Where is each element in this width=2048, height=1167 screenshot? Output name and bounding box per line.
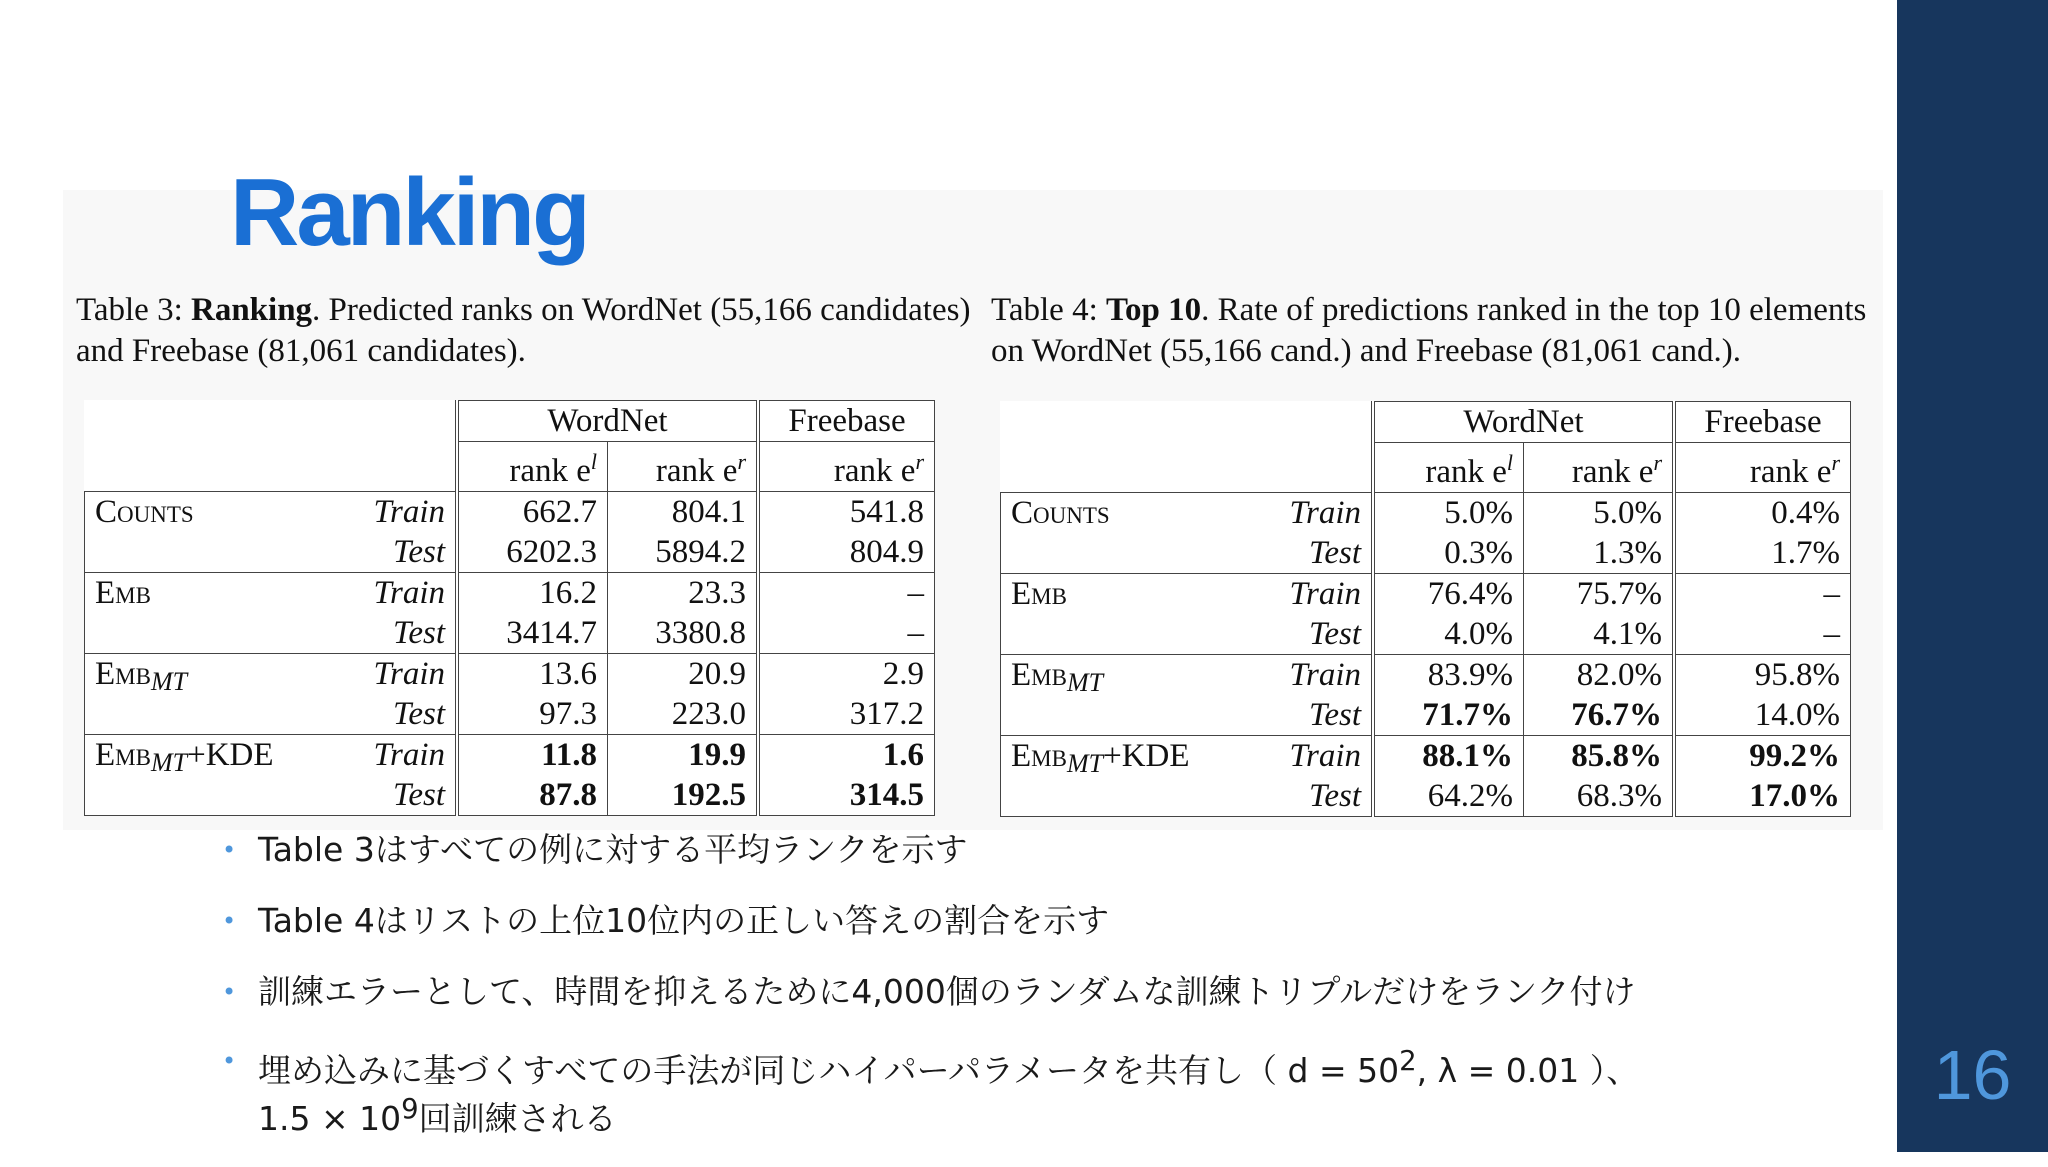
value-cell: 6202.3 bbox=[457, 532, 608, 573]
value-cell: 83.9% bbox=[1373, 655, 1524, 696]
header-group-wordnet: WordNet bbox=[1373, 402, 1674, 443]
col-label: rank e bbox=[1425, 454, 1507, 490]
value-cell: 4.0% bbox=[1373, 614, 1524, 655]
header-col-rank-er bbox=[608, 442, 759, 492]
value-cell: 88.1% bbox=[1373, 736, 1524, 777]
bullet-text-line2-end: 回訓練される bbox=[418, 1099, 617, 1138]
split-label: Train bbox=[335, 492, 457, 533]
method-name bbox=[1001, 493, 1252, 574]
bullet-superscript: 9 bbox=[401, 1093, 419, 1125]
value-cell: 5.0% bbox=[1373, 493, 1524, 534]
table-header-row-groups bbox=[1001, 402, 1851, 443]
value-cell: 804.9 bbox=[758, 532, 935, 573]
value-cell: 5894.2 bbox=[608, 532, 759, 573]
sidebar-band bbox=[1897, 0, 2048, 1152]
col-superscript: r bbox=[737, 449, 746, 474]
method-label: Counts bbox=[1011, 495, 1110, 531]
method-name bbox=[1001, 574, 1252, 655]
split-label: Train bbox=[335, 735, 457, 776]
value-cell: 20.9 bbox=[608, 654, 759, 695]
header-col-rank-el bbox=[457, 442, 608, 492]
value-cell: – bbox=[1674, 614, 1851, 655]
header-spacer bbox=[1001, 443, 1252, 493]
value-cell: 14.0% bbox=[1674, 695, 1851, 736]
value-cell: 0.3% bbox=[1373, 533, 1524, 574]
col-label: rank e bbox=[509, 453, 591, 489]
value-cell: 317.2 bbox=[758, 694, 935, 735]
header-spacer bbox=[1251, 402, 1373, 443]
col-label: rank e bbox=[1571, 454, 1654, 490]
table-row-train bbox=[1001, 736, 1851, 777]
value-cell: 1.7% bbox=[1674, 533, 1851, 574]
split-label: Test bbox=[1251, 614, 1373, 655]
split-label: Train bbox=[1251, 574, 1373, 615]
table3-caption-prefix: Table 3: bbox=[76, 292, 191, 328]
col-superscript: r bbox=[1831, 450, 1840, 475]
method-subscript: MT bbox=[150, 667, 188, 696]
table3-ranking bbox=[84, 400, 935, 816]
header-spacer bbox=[335, 401, 457, 442]
table-row-train bbox=[1001, 655, 1851, 696]
value-cell: 1.3% bbox=[1524, 533, 1675, 574]
method-subscript: MT bbox=[1066, 668, 1104, 697]
split-label: Train bbox=[1251, 493, 1373, 534]
bullet-item bbox=[222, 829, 1639, 871]
value-cell: 662.7 bbox=[457, 492, 608, 533]
bullet-item bbox=[222, 900, 1639, 942]
value-cell: 0.4% bbox=[1674, 493, 1851, 534]
value-cell: – bbox=[758, 573, 935, 614]
split-label: Test bbox=[335, 775, 457, 816]
value-cell: 95.8% bbox=[1674, 655, 1851, 696]
method-label: Emb bbox=[1011, 738, 1067, 774]
header-col-freebase-er bbox=[758, 442, 935, 492]
value-cell: 97.3 bbox=[457, 694, 608, 735]
bullet-superscript: 2 bbox=[1399, 1045, 1417, 1077]
value-cell: 85.8% bbox=[1524, 736, 1675, 777]
table-header-row-columns bbox=[1001, 443, 1851, 493]
table-row-train bbox=[1001, 574, 1851, 615]
method-subscript: MT bbox=[150, 748, 188, 777]
bullet-dot-icon: • bbox=[222, 978, 237, 1006]
split-label: Test bbox=[335, 532, 457, 573]
bullet-text-line2: 1.5 × 10 bbox=[258, 1099, 402, 1138]
value-cell: 99.2% bbox=[1674, 736, 1851, 777]
col-superscript: r bbox=[1653, 450, 1662, 475]
value-cell: 5.0% bbox=[1524, 493, 1675, 534]
bullet-item bbox=[222, 971, 1639, 1013]
col-label: rank e bbox=[655, 453, 738, 489]
col-superscript: r bbox=[915, 449, 924, 474]
split-label: Test bbox=[335, 694, 457, 735]
value-cell: 23.3 bbox=[608, 573, 759, 614]
method-label: Emb bbox=[95, 656, 151, 692]
header-col-freebase-er bbox=[1674, 443, 1851, 493]
value-cell: 17.0% bbox=[1674, 776, 1851, 817]
value-cell: 11.8 bbox=[457, 735, 608, 776]
bullet-dot-icon: • bbox=[222, 907, 237, 935]
value-cell: 314.5 bbox=[758, 775, 935, 816]
col-superscript: l bbox=[1506, 450, 1513, 475]
value-cell: 82.0% bbox=[1524, 655, 1675, 696]
header-spacer bbox=[85, 401, 336, 442]
header-col-rank-er bbox=[1524, 443, 1675, 493]
split-label: Test bbox=[1251, 776, 1373, 817]
table4-top10 bbox=[1000, 401, 1851, 817]
value-cell: 541.8 bbox=[758, 492, 935, 533]
value-cell: 3380.8 bbox=[608, 613, 759, 654]
table3-caption-bold: Ranking bbox=[190, 292, 313, 328]
value-cell: 16.2 bbox=[457, 573, 608, 614]
method-name bbox=[85, 735, 336, 816]
header-group-freebase: Freebase bbox=[1674, 402, 1851, 443]
table4-caption-rest: . Rate of predictions ranked in the top 10 elements on WordNet (55,166 cand.) and Freebase (81,061 cand.). bbox=[991, 292, 1867, 369]
table4-caption-prefix: Table 4: bbox=[991, 292, 1106, 328]
method-name bbox=[85, 573, 336, 654]
bullet-text-line1: 埋め込みに基づくすべての手法が同じハイパーパラメータを共有し（ d = 50 bbox=[258, 1051, 1400, 1090]
col-label: rank e bbox=[1749, 454, 1832, 490]
value-cell: 4.1% bbox=[1524, 614, 1675, 655]
header-spacer bbox=[1251, 443, 1373, 493]
value-cell: 76.7% bbox=[1524, 695, 1675, 736]
method-label: Emb bbox=[1011, 657, 1067, 693]
method-subscript: MT bbox=[1066, 749, 1104, 778]
table-row-train bbox=[85, 573, 935, 614]
value-cell: 68.3% bbox=[1524, 776, 1675, 817]
value-cell: 192.5 bbox=[608, 775, 759, 816]
value-cell: – bbox=[1674, 574, 1851, 615]
split-label: Test bbox=[1251, 695, 1373, 736]
header-spacer bbox=[85, 442, 336, 492]
header-group-freebase: Freebase bbox=[758, 401, 935, 442]
value-cell: 1.6 bbox=[758, 735, 935, 776]
table-header-row-groups bbox=[85, 401, 935, 442]
value-cell: 76.4% bbox=[1373, 574, 1524, 615]
header-spacer bbox=[1001, 402, 1252, 443]
col-superscript: l bbox=[590, 449, 597, 474]
split-label: Train bbox=[335, 573, 457, 614]
slide-title: Ranking bbox=[230, 159, 588, 266]
header-col-rank-el bbox=[1373, 443, 1524, 493]
method-label: Emb bbox=[1011, 576, 1067, 612]
method-name bbox=[1001, 655, 1252, 736]
method-name bbox=[85, 492, 336, 573]
table3-caption-rest: . Predicted ranks on WordNet (55,166 candidates) and Freebase (81,061 candidates). bbox=[76, 292, 971, 369]
value-cell: 19.9 bbox=[608, 735, 759, 776]
value-cell: 2.9 bbox=[758, 654, 935, 695]
value-cell: 75.7% bbox=[1524, 574, 1675, 615]
split-label: Test bbox=[1251, 533, 1373, 574]
bullet-text-line1-end: , λ = 0.01 ）、 bbox=[1416, 1051, 1640, 1090]
value-cell: 87.8 bbox=[457, 775, 608, 816]
method-label: Emb bbox=[95, 737, 151, 773]
bullet-item bbox=[222, 1042, 1639, 1138]
slide-page-number: 16 bbox=[1933, 1036, 2012, 1114]
value-cell: 71.7% bbox=[1373, 695, 1524, 736]
method-name bbox=[1001, 736, 1252, 817]
split-label: Train bbox=[1251, 736, 1373, 777]
table-row-train bbox=[85, 654, 935, 695]
bullet-dot-icon: • bbox=[222, 836, 237, 864]
table-row-train bbox=[85, 492, 935, 533]
value-cell: 64.2% bbox=[1373, 776, 1524, 817]
split-label: Train bbox=[335, 654, 457, 695]
method-name bbox=[85, 654, 336, 735]
bullet-list bbox=[222, 829, 1639, 1167]
value-cell: 13.6 bbox=[457, 654, 608, 695]
table-header-row-columns bbox=[85, 442, 935, 492]
table4-caption-bold: Top 10 bbox=[1105, 292, 1202, 328]
bullet-text: 訓練エラーとして、時間を抑えるために4,000個のランダムな訓練トリプルだけをランク付け bbox=[258, 972, 1636, 1011]
table-row-train bbox=[1001, 493, 1851, 534]
method-label: Counts bbox=[95, 494, 194, 530]
table3-caption bbox=[76, 290, 976, 372]
split-label: Test bbox=[335, 613, 457, 654]
table-row-train bbox=[85, 735, 935, 776]
col-label: rank e bbox=[833, 453, 916, 489]
header-spacer bbox=[335, 442, 457, 492]
value-cell: 223.0 bbox=[608, 694, 759, 735]
table4-caption bbox=[991, 290, 1891, 372]
method-suffix: +KDE bbox=[187, 737, 274, 773]
value-cell: 804.1 bbox=[608, 492, 759, 533]
split-label: Train bbox=[1251, 655, 1373, 696]
bullet-dot-icon: • bbox=[222, 1047, 237, 1075]
header-group-wordnet: WordNet bbox=[457, 401, 758, 442]
value-cell: 3414.7 bbox=[457, 613, 608, 654]
method-label: Emb bbox=[95, 575, 151, 611]
value-cell: – bbox=[758, 613, 935, 654]
bullet-text: Table 4はリストの上位10位内の正しい答えの割合を示す bbox=[258, 901, 1110, 940]
bullet-text: Table 3はすべての例に対する平均ランクを示す bbox=[258, 830, 968, 869]
method-suffix: +KDE bbox=[1103, 738, 1190, 774]
